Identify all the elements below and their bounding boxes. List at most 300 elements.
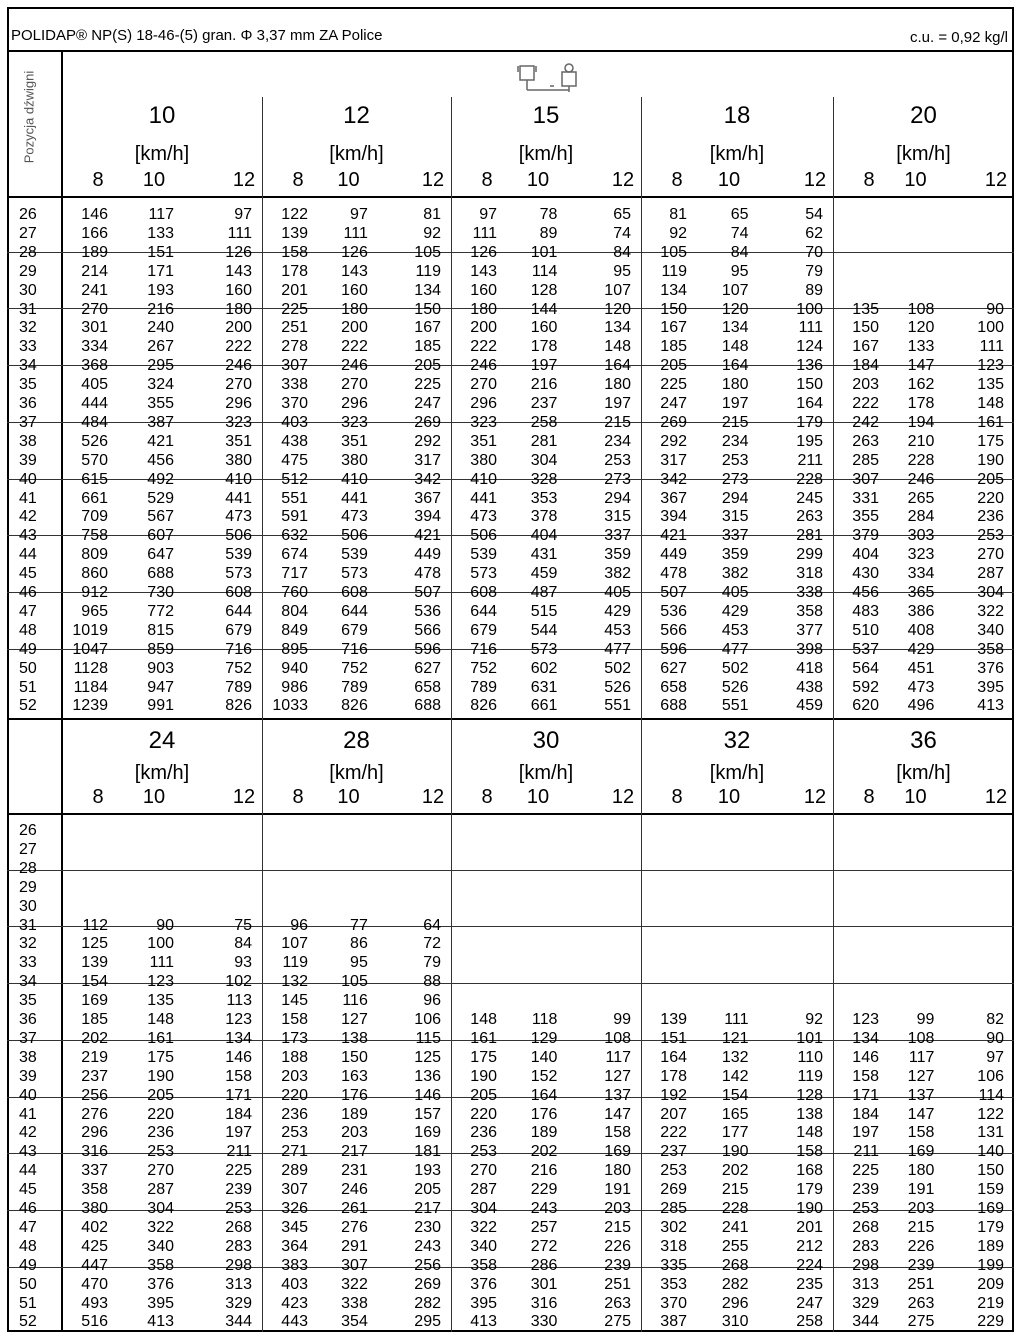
table-cell: 253 xyxy=(660,1162,687,1180)
table-cell: 178 xyxy=(530,338,558,356)
table-cell: 679 xyxy=(225,621,252,639)
table-cell: 163 xyxy=(341,1067,368,1085)
table-cell: 111 xyxy=(472,224,497,242)
lever-position: 33 xyxy=(19,954,37,972)
table-cell: 102 xyxy=(225,973,252,991)
table-cell: 418 xyxy=(796,659,823,677)
table-cell: 376 xyxy=(147,1275,174,1293)
table-cell: 123 xyxy=(225,1011,252,1028)
table-cell: 191 xyxy=(604,1181,631,1199)
speed-label: 10 xyxy=(717,786,741,808)
table-cell: 287 xyxy=(147,1181,174,1199)
table-cell: 536 xyxy=(414,602,441,620)
table-cell: 105 xyxy=(660,243,687,261)
table-cell: 679 xyxy=(470,621,497,639)
table-cell: 115 xyxy=(415,1029,441,1047)
table-cell: 148 xyxy=(604,338,631,356)
table-cell: 403 xyxy=(281,413,308,431)
lever-position: 50 xyxy=(19,1275,37,1293)
table-cell: 245 xyxy=(796,489,823,507)
table-cell: 180 xyxy=(721,376,749,394)
table-cell: 158 xyxy=(281,1011,308,1028)
table-cell: 256 xyxy=(414,1256,441,1274)
table-cell: 315 xyxy=(604,508,631,526)
table-cell: 123 xyxy=(147,973,174,991)
table-cell: 395 xyxy=(147,1294,174,1312)
table-cell: 299 xyxy=(796,546,823,564)
table-cell: 247 xyxy=(414,395,441,412)
lever-position: 35 xyxy=(19,992,37,1010)
table-cell: 986 xyxy=(281,678,308,696)
speed-label: 8 xyxy=(863,169,875,191)
table-cell: 217 xyxy=(414,1200,441,1217)
table-cell: 275 xyxy=(604,1313,631,1331)
table-cell: 243 xyxy=(414,1237,441,1255)
table-cell: 169 xyxy=(81,992,108,1010)
table-cell: 380 xyxy=(341,451,368,469)
table-cell: 111 xyxy=(979,338,1004,356)
col-divider-bottom-0 xyxy=(262,718,263,1332)
table-cell: 180 xyxy=(907,1162,935,1180)
table-cell: 122 xyxy=(281,206,308,223)
speed-label: 12 xyxy=(232,786,256,808)
table-cell: 225 xyxy=(852,1162,879,1180)
table-cell: 96 xyxy=(290,916,308,934)
table-cell: 97 xyxy=(986,1048,1004,1066)
table-cell: 146 xyxy=(414,1086,441,1104)
bottom-group-sep-1 xyxy=(7,870,1014,871)
table-cell: 408 xyxy=(907,621,935,639)
table-cell: 338 xyxy=(796,584,823,601)
table-cell: 201 xyxy=(796,1218,823,1236)
table-cell: 108 xyxy=(604,1029,631,1047)
width-header: 20 xyxy=(910,102,937,129)
lever-position: 40 xyxy=(19,1086,37,1104)
table-cell: 355 xyxy=(852,508,879,526)
table-title: POLIDAP® NP(S) 18-46-(5) gran. Φ 3,37 mm ZA Police xyxy=(11,27,383,44)
table-cell: 1239 xyxy=(72,697,108,715)
table-cell: 430 xyxy=(852,565,879,583)
table-cell: 564 xyxy=(852,659,879,677)
table-cell: 283 xyxy=(225,1237,252,1255)
table-cell: 120 xyxy=(907,319,935,337)
lever-position: 47 xyxy=(19,1218,37,1236)
table-cell: 143 xyxy=(225,262,252,280)
table-cell: 135 xyxy=(147,992,174,1010)
table-cell: 79 xyxy=(805,262,823,280)
table-cell: 441 xyxy=(225,489,252,507)
speed-label: 12 xyxy=(984,786,1008,808)
table-cell: 200 xyxy=(470,319,497,337)
table-cell: 75 xyxy=(234,916,252,934)
table-cell: 225 xyxy=(225,1162,252,1180)
speed-label: 12 xyxy=(421,169,445,191)
table-cell: 573 xyxy=(530,640,558,658)
table-cell: 459 xyxy=(530,565,558,583)
unit-label: [km/h] xyxy=(134,762,190,784)
lever-position: 29 xyxy=(19,262,37,280)
table-cell: 789 xyxy=(225,678,252,696)
lever-position: 39 xyxy=(19,451,37,469)
table-cell: 261 xyxy=(341,1200,368,1217)
table-cell: 84 xyxy=(730,243,749,261)
table-cell: 164 xyxy=(530,1086,558,1104)
table-cell: 730 xyxy=(147,584,174,601)
table-cell: 627 xyxy=(660,659,687,677)
table-cell: 111 xyxy=(343,224,368,242)
table-cell: 271 xyxy=(281,1143,308,1161)
table-cell: 459 xyxy=(796,697,823,715)
table-cell: 307 xyxy=(341,1256,368,1274)
table-cell: 88 xyxy=(423,973,441,991)
table-cell: 189 xyxy=(530,1124,558,1142)
table-cell: 148 xyxy=(721,338,749,356)
table-cell: 150 xyxy=(341,1048,368,1066)
table-cell: 111 xyxy=(227,224,252,242)
table-cell: 506 xyxy=(470,527,497,545)
table-cell: 506 xyxy=(341,527,368,545)
table-cell: 164 xyxy=(660,1048,687,1066)
table-cell: 269 xyxy=(660,1181,687,1199)
table-cell: 123 xyxy=(852,1011,879,1028)
table-cell: 205 xyxy=(660,357,687,375)
table-cell: 74 xyxy=(613,224,631,242)
table-cell: 257 xyxy=(530,1218,558,1236)
table-cell: 113 xyxy=(226,992,252,1010)
table-cell: 631 xyxy=(530,678,558,696)
table-cell: 180 xyxy=(604,1162,631,1180)
table-cell: 134 xyxy=(414,281,441,299)
table-cell: 176 xyxy=(341,1086,368,1104)
table-cell: 229 xyxy=(977,1313,1004,1331)
table-cell: 544 xyxy=(530,621,558,639)
table-cell: 903 xyxy=(147,659,174,677)
width-header: 36 xyxy=(910,727,937,754)
table-cell: 159 xyxy=(977,1181,1004,1199)
table-cell: 658 xyxy=(414,678,441,696)
table-cell: 425 xyxy=(81,1237,108,1255)
table-cell: 602 xyxy=(530,659,558,677)
table-cell: 77 xyxy=(350,916,368,934)
table-cell: 184 xyxy=(852,1105,879,1123)
table-cell: 537 xyxy=(852,640,879,658)
table-cell: 135 xyxy=(852,300,879,318)
table-cell: 226 xyxy=(907,1237,935,1255)
table-cell: 161 xyxy=(977,413,1004,431)
lever-position: 32 xyxy=(19,319,37,337)
table-cell: 478 xyxy=(660,565,687,583)
table-cell: 315 xyxy=(721,508,749,526)
table-cell: 202 xyxy=(721,1162,749,1180)
table-cell: 81 xyxy=(669,206,687,223)
table-cell: 752 xyxy=(225,659,252,677)
table-cell: 226 xyxy=(604,1237,631,1255)
table-cell: 251 xyxy=(281,319,308,337)
table-cell: 166 xyxy=(81,224,108,242)
table-cell: 190 xyxy=(721,1143,749,1161)
table-cell: 378 xyxy=(530,508,558,526)
table-cell: 139 xyxy=(660,1011,687,1028)
table-cell: 317 xyxy=(660,451,687,469)
table-cell: 337 xyxy=(721,527,749,545)
table-cell: 431 xyxy=(530,546,558,564)
table-cell: 353 xyxy=(660,1275,687,1293)
table-cell: 230 xyxy=(414,1218,441,1236)
table-cell: 209 xyxy=(977,1275,1004,1293)
table-cell: 661 xyxy=(530,697,558,715)
table-cell: 342 xyxy=(414,470,441,488)
table-cell: 270 xyxy=(470,1162,497,1180)
lever-position: 45 xyxy=(19,565,37,583)
table-cell: 147 xyxy=(907,357,935,375)
lever-position: 48 xyxy=(19,621,37,639)
table-cell: 1033 xyxy=(272,697,308,715)
width-header: 18 xyxy=(723,102,751,129)
lever-position: 37 xyxy=(19,413,37,431)
table-cell: 158 xyxy=(852,1067,879,1085)
table-cell: 142 xyxy=(721,1067,749,1085)
table-cell: 912 xyxy=(81,584,108,601)
table-cell: 367 xyxy=(414,489,441,507)
table-cell: 860 xyxy=(81,565,108,583)
table-cell: 132 xyxy=(281,973,308,991)
table-cell: 158 xyxy=(281,243,308,261)
table-cell: 376 xyxy=(977,659,1004,677)
table-cell: 70 xyxy=(805,243,823,261)
table-cell: 127 xyxy=(907,1067,935,1085)
speed-label: 12 xyxy=(803,169,827,191)
table-cell: 453 xyxy=(721,621,749,639)
table-cell: 478 xyxy=(414,565,441,583)
table-cell: 120 xyxy=(604,300,631,318)
lever-position: 26 xyxy=(19,822,37,839)
table-cell: 304 xyxy=(977,584,1004,601)
table-cell: 195 xyxy=(796,432,823,450)
table-cell: 202 xyxy=(81,1029,108,1047)
lever-position: 47 xyxy=(19,602,37,620)
table-cell: 72 xyxy=(423,935,441,953)
lever-position: 37 xyxy=(19,1029,37,1047)
table-cell: 95 xyxy=(613,262,631,280)
table-cell: 216 xyxy=(530,376,558,394)
table-cell: 354 xyxy=(341,1313,368,1331)
table-cell: 89 xyxy=(805,281,823,299)
table-cell: 296 xyxy=(81,1124,108,1142)
lever-position: 31 xyxy=(19,916,37,934)
table-cell: 304 xyxy=(470,1200,497,1217)
table-cell: 139 xyxy=(281,224,308,242)
lever-position: 34 xyxy=(19,357,37,375)
table-cell: 539 xyxy=(225,546,252,564)
table-cell: 190 xyxy=(147,1067,174,1085)
table-cell: 140 xyxy=(530,1048,558,1066)
lever-position: 44 xyxy=(19,1162,37,1180)
width-header: 24 xyxy=(148,727,176,754)
table-cell: 211 xyxy=(797,451,823,469)
table-cell: 647 xyxy=(147,546,174,564)
table-cell: 688 xyxy=(660,697,687,715)
table-cell: 197 xyxy=(852,1124,879,1142)
table-cell: 178 xyxy=(281,262,308,280)
table-cell: 180 xyxy=(470,300,497,318)
table-cell: 506 xyxy=(225,527,252,545)
table-cell: 214 xyxy=(81,262,108,280)
table-cell: 92 xyxy=(423,224,441,242)
table-cell: 429 xyxy=(604,602,631,620)
table-cell: 596 xyxy=(414,640,441,658)
table-cell: 82 xyxy=(986,1011,1004,1028)
table-cell: 189 xyxy=(341,1105,368,1123)
frame-top xyxy=(7,7,1014,9)
table-cell: 323 xyxy=(341,413,368,431)
table-cell: 965 xyxy=(81,602,108,620)
col-divider-top-0 xyxy=(262,97,263,718)
col-divider-top-2 xyxy=(641,97,642,718)
table-cell: 215 xyxy=(721,413,749,431)
table-cell: 335 xyxy=(660,1256,687,1274)
table-cell: 119 xyxy=(415,262,441,280)
table-cell: 110 xyxy=(797,1048,823,1066)
lever-position: 36 xyxy=(19,395,37,412)
lever-position: 52 xyxy=(19,1313,37,1331)
table-cell: 282 xyxy=(414,1294,441,1312)
table-cell: 237 xyxy=(81,1067,108,1085)
table-cell: 144 xyxy=(530,300,558,318)
table-cell: 95 xyxy=(730,262,749,280)
speed-label: 12 xyxy=(611,169,635,191)
table-cell: 54 xyxy=(805,206,823,223)
table-cell: 355 xyxy=(147,395,174,412)
speed-label: 8 xyxy=(292,169,304,191)
table-cell: 359 xyxy=(604,546,631,564)
table-cell: 157 xyxy=(414,1105,441,1123)
table-cell: 394 xyxy=(660,508,687,526)
table-cell: 402 xyxy=(81,1218,108,1236)
table-cell: 285 xyxy=(852,451,879,469)
table-cell: 404 xyxy=(530,527,558,545)
table-cell: 203 xyxy=(852,376,879,394)
table-cell: 171 xyxy=(852,1086,879,1104)
table-cell: 849 xyxy=(281,621,308,639)
speed-label: 12 xyxy=(421,786,445,808)
lever-position: 35 xyxy=(19,376,37,394)
table-cell: 255 xyxy=(721,1237,749,1255)
table-cell: 263 xyxy=(796,508,823,526)
table-cell: 84 xyxy=(613,243,631,261)
table-cell: 567 xyxy=(147,508,174,526)
table-cell: 99 xyxy=(613,1011,631,1028)
table-cell: 154 xyxy=(721,1086,749,1104)
table-cell: 340 xyxy=(470,1237,497,1255)
table-cell: 136 xyxy=(796,357,823,375)
table-cell: 179 xyxy=(977,1218,1004,1236)
frame-left xyxy=(7,7,9,1332)
table-cell: 168 xyxy=(796,1162,823,1180)
table-cell: 380 xyxy=(81,1200,108,1217)
table-cell: 292 xyxy=(660,432,687,450)
table-cell: 126 xyxy=(225,243,252,261)
table-cell: 380 xyxy=(225,451,252,469)
table-cell: 200 xyxy=(341,319,368,337)
table-cell: 263 xyxy=(907,1294,935,1312)
lever-position: 50 xyxy=(19,659,37,677)
table-cell: 150 xyxy=(977,1162,1004,1180)
table-cell: 216 xyxy=(147,300,174,318)
lever-position: 26 xyxy=(19,206,37,223)
table-cell: 449 xyxy=(660,546,687,564)
table-cell: 608 xyxy=(470,584,497,601)
lever-position: 31 xyxy=(19,300,37,318)
lever-position: 40 xyxy=(19,470,37,488)
table-cell: 154 xyxy=(81,973,108,991)
table-cell: 272 xyxy=(530,1237,558,1255)
table-cell: 128 xyxy=(530,281,558,299)
table-cell: 179 xyxy=(796,1181,823,1199)
table-cell: 106 xyxy=(414,1011,441,1028)
table-cell: 344 xyxy=(225,1313,252,1331)
speed-label: 10 xyxy=(526,786,550,808)
table-cell: 90 xyxy=(986,300,1004,318)
bottom-header-divider xyxy=(7,813,1014,815)
table-cell: 158 xyxy=(907,1124,935,1142)
table-cell: 100 xyxy=(977,319,1004,337)
table-cell: 307 xyxy=(852,470,879,488)
table-cell: 152 xyxy=(530,1067,558,1085)
table-cell: 377 xyxy=(796,621,823,639)
table-cell: 84 xyxy=(234,935,252,953)
table-cell: 398 xyxy=(796,640,823,658)
table-cell: 215 xyxy=(907,1218,935,1236)
table-cell: 197 xyxy=(530,357,558,375)
table-cell: 175 xyxy=(470,1048,497,1066)
table-cell: 241 xyxy=(721,1218,749,1236)
table-cell: 804 xyxy=(281,602,308,620)
lever-position: 33 xyxy=(19,338,37,356)
table-cell: 502 xyxy=(604,659,631,677)
table-cell: 487 xyxy=(530,584,558,601)
table-cell: 395 xyxy=(977,678,1004,696)
table-cell: 285 xyxy=(660,1200,687,1217)
table-cell: 219 xyxy=(81,1048,108,1066)
table-cell: 99 xyxy=(916,1011,935,1028)
table-cell: 101 xyxy=(530,243,558,261)
table-cell: 162 xyxy=(907,376,935,394)
table-cell: 246 xyxy=(341,1181,368,1199)
block-divider xyxy=(7,718,1014,720)
speed-label: 8 xyxy=(92,786,104,808)
table-cell: 246 xyxy=(470,357,497,375)
table-cell: 203 xyxy=(281,1067,308,1085)
table-cell: 143 xyxy=(470,262,497,280)
table-cell: 358 xyxy=(81,1181,108,1199)
table-cell: 119 xyxy=(661,262,687,280)
lever-position: 46 xyxy=(19,1200,37,1217)
table-cell: 62 xyxy=(805,224,823,242)
table-cell: 429 xyxy=(907,640,935,658)
table-cell: 169 xyxy=(414,1124,441,1142)
table-cell: 167 xyxy=(414,319,441,337)
table-cell: 194 xyxy=(907,413,935,431)
table-cell: 253 xyxy=(604,451,631,469)
table-cell: 169 xyxy=(977,1200,1004,1217)
spreading-rate-table xyxy=(7,7,1014,1332)
width-header: 10 xyxy=(148,102,176,129)
table-cell: 118 xyxy=(531,1011,558,1028)
lever-position-label: Pozycja dźwigni xyxy=(21,70,37,164)
table-cell: 234 xyxy=(721,432,749,450)
table-cell: 125 xyxy=(414,1048,441,1066)
table-cell: 211 xyxy=(226,1143,252,1161)
